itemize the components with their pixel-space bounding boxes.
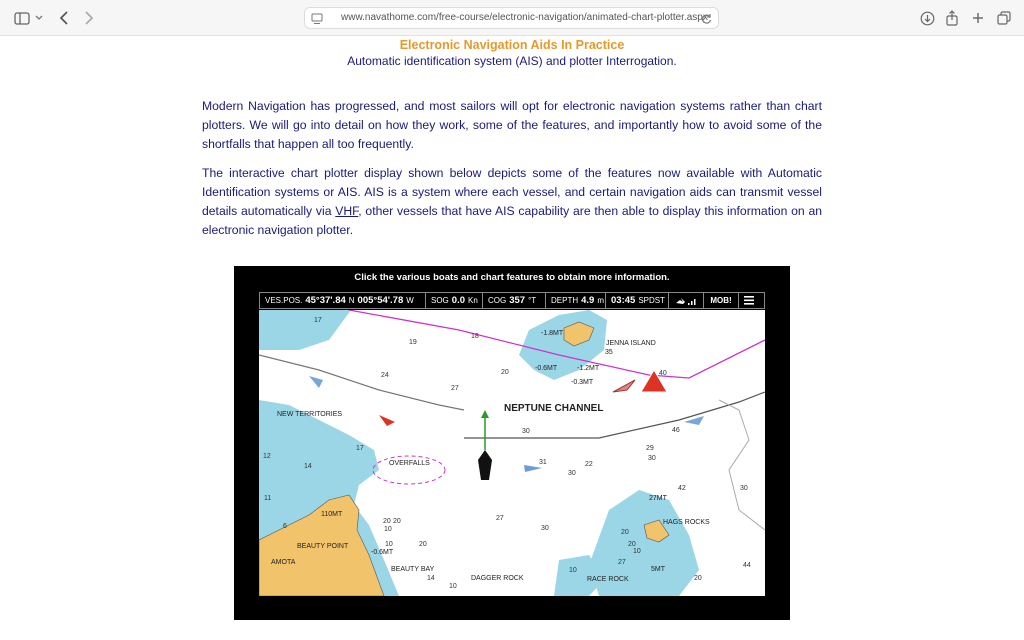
- depth-sounding: 10: [569, 567, 577, 574]
- latitude-hemisphere: N: [348, 296, 355, 305]
- page-title: Electronic Navigation Aids In Practice: [399, 38, 625, 52]
- mob-button[interactable]: MOB!: [704, 293, 739, 308]
- chevron-down-icon[interactable]: [33, 8, 45, 28]
- depth-sounding: 40: [659, 370, 667, 377]
- ais-vessel-red-icon[interactable]: [379, 415, 395, 426]
- depth-sounding: 17: [356, 445, 364, 452]
- depth-sounding: 20: [383, 518, 391, 525]
- address-bar[interactable]: [304, 7, 719, 29]
- depth-sounding: 10: [633, 548, 641, 555]
- depth-sounding: 42: [678, 485, 686, 492]
- depth-sounding: 6: [283, 523, 287, 530]
- depth-mark-12mt: -1.2MT: [577, 365, 600, 372]
- depth-sounding: 17: [314, 317, 322, 324]
- depth-sounding: 27: [618, 559, 626, 566]
- latitude-value: 45°37'.84: [305, 295, 346, 306]
- depth-mark-06mt-b: -0.6MT: [371, 549, 394, 556]
- jenna-depth-label: 35: [605, 349, 613, 356]
- depth-readout: [546, 293, 606, 308]
- depth-sounding: 46: [672, 427, 680, 434]
- jenna-island-label: JENNA ISLAND: [606, 340, 656, 347]
- plotter-instruction: Click the various boats and chart features to obtain more information.: [354, 272, 670, 283]
- contour-line-east: [719, 400, 765, 530]
- depth-sounding: 29: [646, 445, 654, 452]
- depth-sounding: 30: [740, 485, 748, 492]
- vhf-link[interactable]: VHF: [335, 204, 359, 218]
- heading-arrow-icon: [481, 410, 489, 418]
- ais-vessel-west-icon[interactable]: [309, 376, 323, 388]
- vespos-label: VES.POS.: [265, 296, 303, 305]
- depth-mark-110mt: 110MT: [321, 511, 343, 518]
- depth-sounding: 10: [449, 583, 457, 590]
- chart-plotter: [234, 266, 790, 620]
- depth-sounding: 10: [384, 526, 392, 533]
- channel-boundary-line: [464, 392, 765, 438]
- depth-sounding: 30: [522, 428, 530, 435]
- plotter-status-bar: [259, 292, 765, 309]
- depth-sounding: 19: [409, 339, 417, 346]
- ais-text-start: The interactive chart plotter display shown below depicts some of the features now available with Automatic Identification systems or AIS. AIS is a system where each vessel, and certain navigation aids can transmit vessel details automatically via: [202, 166, 822, 218]
- depth-mark-27mt: 27MT: [649, 495, 667, 502]
- depth-sounding: 10: [385, 541, 393, 548]
- menu-button[interactable]: [739, 293, 759, 308]
- sog-readout: [426, 293, 483, 308]
- download-icon[interactable]: [917, 8, 937, 28]
- signal-icon: [674, 296, 698, 306]
- tab-overview-icon[interactable]: [994, 8, 1014, 28]
- depth-sounding: 30: [648, 455, 656, 462]
- hags-rocks-label: HAGS ROCKS: [663, 519, 710, 526]
- depth-mark-03mt: -0.3MT: [571, 379, 594, 386]
- depth-label: DEPTH: [551, 296, 579, 305]
- depth-sounding: 18: [471, 333, 479, 340]
- sog-label: SOG: [431, 296, 449, 305]
- new-territories-label: NEW TERRITORIES: [277, 411, 343, 418]
- depth-sounding: 20: [419, 541, 427, 548]
- depth-mark-5mt: 5MT: [651, 566, 665, 573]
- page-settings-icon[interactable]: [311, 12, 323, 30]
- beauty-bay-label: BEAUTY BAY: [391, 566, 435, 573]
- sog-value: 0.0: [451, 295, 465, 306]
- menu-icon: [744, 296, 754, 305]
- depth-sounding: 44: [743, 562, 751, 569]
- depth-sounding: 30: [541, 525, 549, 532]
- depth-sounding: 20: [621, 529, 629, 536]
- page-content: [0, 36, 1024, 640]
- sidebar-toggle-icon[interactable]: [12, 8, 32, 28]
- depth-mark-18mt: -1.8MT: [541, 330, 564, 337]
- cog-unit: °T: [528, 296, 537, 305]
- shallow-water-north: [259, 310, 351, 350]
- reload-icon[interactable]: [701, 12, 712, 30]
- time-readout: [606, 293, 669, 308]
- browser-toolbar: [0, 0, 1024, 36]
- cog-readout: [483, 293, 546, 308]
- depth-sounding: 11: [264, 495, 272, 502]
- sog-unit: Kn: [468, 296, 478, 305]
- race-rock-label: RACE ROCK: [587, 576, 629, 583]
- depth-value: 4.9: [581, 295, 595, 306]
- depth-sounding: 12: [263, 453, 271, 460]
- depth-sounding: 30: [568, 470, 576, 477]
- dagger-rock-label: DAGGER ROCK: [471, 575, 524, 582]
- depth-sounding: 14: [304, 463, 312, 470]
- traffic-separation-line: [259, 355, 464, 410]
- ais-text-end: , other vessels that have AIS capability are then able to display this information on an electronic navigation plotter.: [202, 204, 823, 237]
- depth-sounding: 27: [496, 515, 504, 522]
- ais-paragraph: [202, 164, 822, 240]
- channel-label: NEPTUNE CHANNEL: [504, 403, 604, 414]
- depth-unit: m: [597, 296, 605, 305]
- depth-sounding: 20: [393, 518, 401, 525]
- depth-sounding: 14: [427, 575, 435, 582]
- depth-sounding: 22: [585, 461, 593, 468]
- longitude-value: 005°54'.78: [357, 295, 404, 306]
- own-vessel-icon[interactable]: [478, 450, 492, 480]
- vessel-position: [260, 293, 426, 308]
- page-subtitle: Automatic identification system (AIS) and plotter Interrogation.: [347, 54, 677, 68]
- depth-sounding: 20: [501, 369, 509, 376]
- new-tab-icon[interactable]: [968, 8, 988, 28]
- signal-status: [669, 293, 704, 308]
- back-icon[interactable]: [54, 8, 74, 28]
- time-value: 03:45: [611, 295, 636, 306]
- nautical-chart[interactable]: [259, 310, 765, 596]
- depth-sounding: 24: [381, 372, 389, 379]
- beauty-point-label: BEAUTY POINT: [297, 543, 349, 550]
- cog-value: 357: [509, 295, 526, 306]
- share-icon[interactable]: [942, 8, 962, 28]
- longitude-hemisphere: W: [406, 296, 414, 305]
- depth-sounding: 20: [694, 575, 702, 582]
- time-zone: SPDST: [638, 296, 665, 305]
- depth-sounding: 27: [451, 385, 459, 392]
- depth-mark-06mt-a: -0.6MT: [535, 365, 558, 372]
- depth-sounding: 31: [539, 459, 547, 466]
- ais-target-vessel-icon[interactable]: [613, 380, 635, 392]
- depth-sounding: 20: [628, 541, 636, 548]
- intro-paragraph: Modern Navigation has progressed, and most sailors will opt for electronic navigation systems rather than chart plotters. We will go into detail on how they work, some of the features, and importantly how to avoid some of the shortfalls that happen all too frequently.: [202, 99, 822, 151]
- ais-vessel-blue-icon[interactable]: [524, 465, 542, 472]
- cog-label: COG: [488, 296, 507, 305]
- amota-label: AMOTA: [271, 559, 296, 566]
- overfalls-label: OVERFALLS: [389, 460, 430, 467]
- forward-icon[interactable]: [79, 8, 99, 28]
- url-text: www.navathome.com/free-course/electronic-navigation/animated-chart-plotter.aspx: [341, 12, 708, 23]
